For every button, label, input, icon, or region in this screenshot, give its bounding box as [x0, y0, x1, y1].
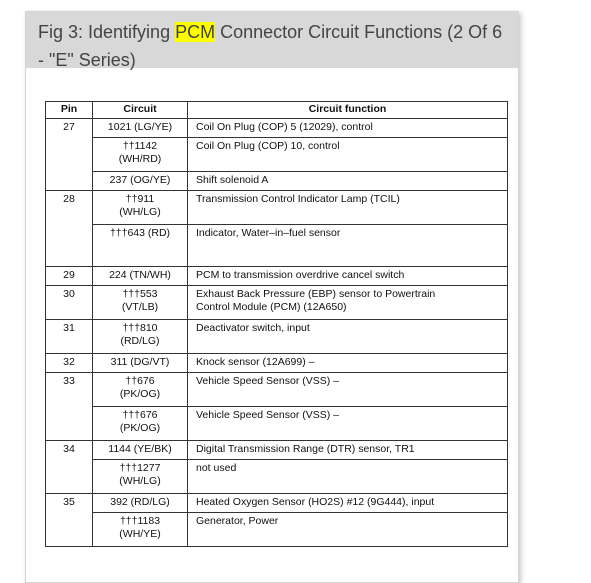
circuit-cell: 311 (DG/VT)	[93, 354, 188, 373]
caption-prefix: Fig 3: Identifying	[38, 22, 176, 42]
circuit-cell: 392 (RD/LG)	[93, 494, 188, 513]
table-row	[46, 191, 508, 225]
pin-cell: 34	[46, 441, 93, 460]
circuit-cell: †††1277 (WH/LG)	[93, 460, 188, 494]
table-row	[46, 494, 508, 513]
function-cell: Coil On Plug (COP) 10, control	[188, 138, 508, 172]
caption-highlight: PCM	[175, 22, 216, 42]
circuit-cell: 1021 (LG/YE)	[93, 119, 188, 138]
circuit-cell: 1144 (YE/BK)	[93, 441, 188, 460]
table-row	[46, 320, 508, 354]
function-cell: Heated Oxygen Sensor (HO2S) #12 (9G444), input	[188, 494, 508, 513]
connector-table	[45, 101, 508, 547]
function-cell: Generator, Power	[188, 513, 508, 547]
circuit-cell: †††1183 (WH/YE)	[93, 513, 188, 547]
pin-cell: 32	[46, 354, 93, 373]
table-row	[46, 460, 508, 494]
pin-cell	[46, 225, 93, 267]
function-cell: Knock sensor (12A699) –	[188, 354, 508, 373]
circuit-cell: ††676 (PK/OG)	[93, 373, 188, 407]
pin-cell	[46, 172, 93, 191]
table-row	[46, 513, 508, 547]
figure-caption	[26, 12, 518, 68]
table-row	[46, 267, 508, 286]
table-row	[46, 138, 508, 172]
circuit-cell: ††1142 (WH/RD)	[93, 138, 188, 172]
table-row	[46, 441, 508, 460]
function-cell: Shift solenoid A	[188, 172, 508, 191]
function-cell: Vehicle Speed Sensor (VSS) –	[188, 373, 508, 407]
circuit-cell: 224 (TN/WH)	[93, 267, 188, 286]
header-pin: Pin	[46, 102, 93, 119]
circuit-cell: †††553 (VT/LB)	[93, 286, 188, 320]
table-row	[46, 373, 508, 407]
table-header-row	[46, 102, 508, 119]
connector-table-wrap	[45, 101, 507, 547]
function-cell: Exhaust Back Pressure (EBP) sensor to Powertrain Control Module (PCM) (12A650)	[188, 286, 508, 320]
pin-cell	[46, 407, 93, 441]
function-cell: PCM to transmission overdrive cancel switch	[188, 267, 508, 286]
table-row	[46, 225, 508, 267]
table-row	[46, 172, 508, 191]
caption-suffix: Connector Circuit Functions (2 Of 6 - "E" Series)	[38, 22, 503, 70]
pin-cell: 30	[46, 286, 93, 320]
circuit-cell: ††911 (WH/LG)	[93, 191, 188, 225]
pin-cell	[46, 138, 93, 172]
pin-cell: 33	[46, 373, 93, 407]
pin-cell: 35	[46, 494, 93, 513]
function-cell: not used	[188, 460, 508, 494]
table-row	[46, 286, 508, 320]
function-cell: Vehicle Speed Sensor (VSS) –	[188, 407, 508, 441]
pin-cell	[46, 513, 93, 547]
circuit-cell: †††643 (RD)	[93, 225, 188, 267]
circuit-cell: †††676 (PK/OG)	[93, 407, 188, 441]
header-circuit: Circuit	[93, 102, 188, 119]
table-row	[46, 119, 508, 138]
pin-cell: 29	[46, 267, 93, 286]
circuit-cell: 237 (OG/YE)	[93, 172, 188, 191]
function-cell: Digital Transmission Range (DTR) sensor, TR1	[188, 441, 508, 460]
pin-cell: 28	[46, 191, 93, 225]
function-cell: Transmission Control Indicator Lamp (TCIL)	[188, 191, 508, 225]
table-row	[46, 354, 508, 373]
table-body	[46, 119, 508, 547]
pin-cell: 27	[46, 119, 93, 138]
function-cell: Coil On Plug (COP) 5 (12029), control	[188, 119, 508, 138]
pin-cell	[46, 460, 93, 494]
table-row	[46, 407, 508, 441]
figure-card	[25, 11, 519, 583]
pin-cell: 31	[46, 320, 93, 354]
function-cell: Deactivator switch, input	[188, 320, 508, 354]
circuit-cell: †††810 (RD/LG)	[93, 320, 188, 354]
header-circuit-function: Circuit function	[188, 102, 508, 119]
function-cell: Indicator, Water–in–fuel sensor	[188, 225, 508, 267]
